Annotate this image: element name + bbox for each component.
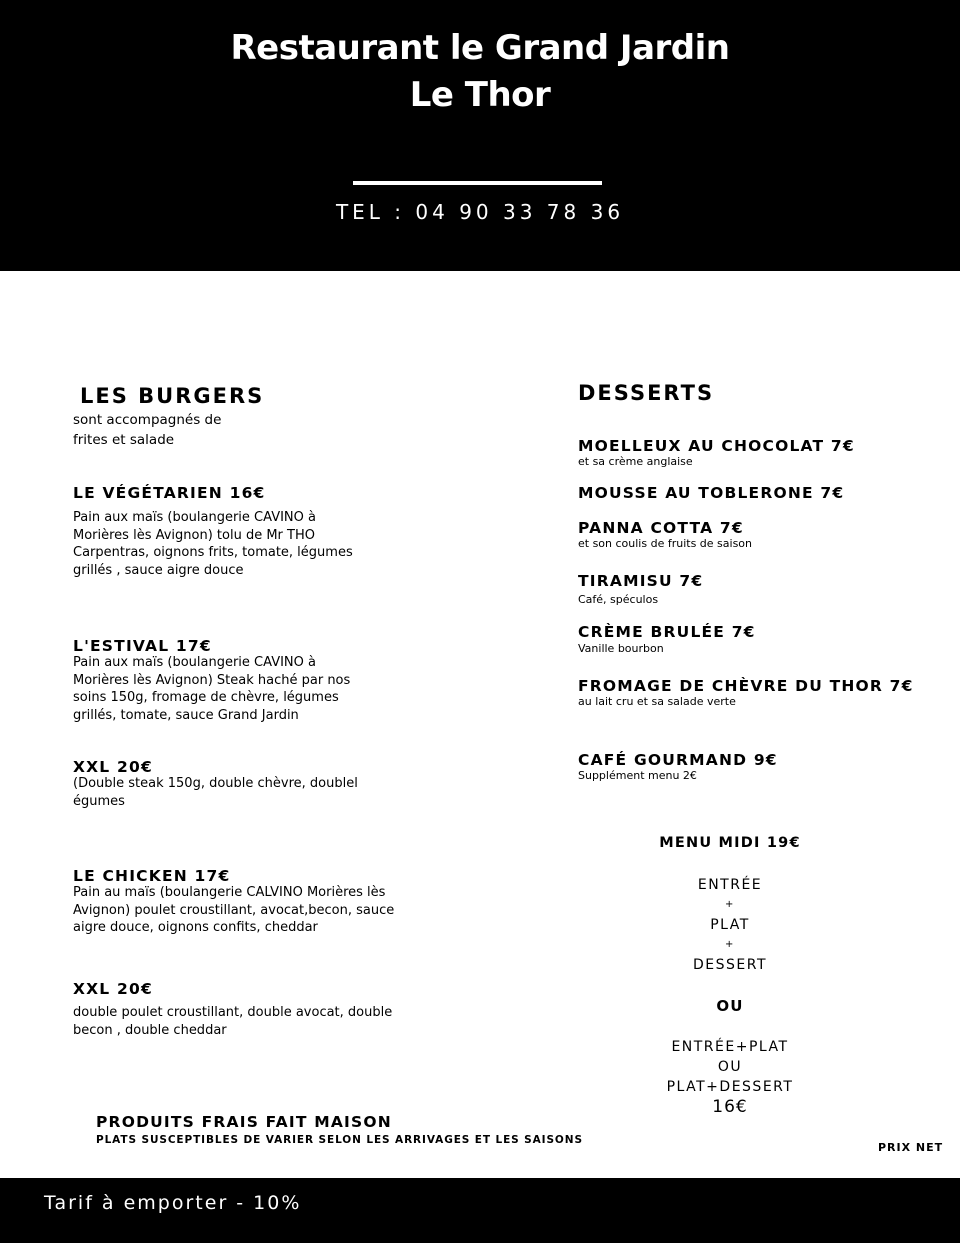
burgers-heading: LES BURGERS [80, 384, 265, 408]
burgers-subtitle [73, 410, 221, 450]
menu-midi-title: MENU MIDI 19€ [659, 835, 801, 851]
description-line: Pain aux maïs (boulangerie CAVINO à [73, 510, 316, 525]
restaurant-name: Restaurant le Grand Jardin [230, 28, 730, 68]
dessert-creme-brulee-note: Vanille bourbon [578, 642, 664, 655]
menu-midi-price: 16€ [712, 1097, 748, 1117]
fresh-products-note: PRODUITS FRAIS FAIT MAISON [96, 1113, 392, 1131]
menu-line: ENTRÉE+PLAT [671, 1039, 789, 1055]
burger-xxl-title: XXL 20€ [73, 758, 153, 776]
description-line: grillés, tomate, sauce Grand Jardin [73, 707, 299, 723]
description-line: (Double steak 150g, double chèvre, doublel [73, 776, 358, 791]
burger-chicken-description [73, 884, 394, 937]
burger-estival-title: L'ESTIVAL 17€ [73, 637, 212, 655]
dessert-tiramisu-note: Café, spéculos [578, 593, 659, 606]
burgers-subtitle-line: sont accompagnés de [73, 412, 222, 428]
dessert-mousse-title: MOUSSE AU TOBLERONE 7€ [578, 484, 845, 502]
chicken-xxl-description [73, 1004, 392, 1039]
description-line: becon , double cheddar [73, 1022, 227, 1038]
variation-note: PLATS SUSCEPTIBLES DE VARIER SELON LES ARRIVAGES ET LES SAISONS [96, 1134, 583, 1146]
description-line: égumes [73, 793, 125, 809]
description-line: soins 150g, fromage de chèvre, légumes [73, 690, 339, 705]
restaurant-location: Le Thor [409, 75, 551, 115]
burgers-subtitle-line: frites et salade [73, 432, 175, 448]
dessert-tiramisu-title: TIRAMISU 7€ [578, 572, 704, 590]
telephone-number: TEL : 04 90 33 78 36 [335, 200, 625, 224]
dessert-panna-cotta-title: PANNA COTTA 7€ [578, 519, 744, 537]
description-line: Morières lès Avignon) Steak haché par nos [73, 672, 351, 688]
net-price-note: PRIX NET [878, 1141, 944, 1154]
description-line: Carpentras, oignons frits, tomate, légumes [73, 545, 353, 560]
menu-line: + [725, 899, 735, 910]
menu-line: PLAT [710, 917, 750, 933]
dessert-panna-cotta-note: et son coulis de fruits de saison [578, 537, 753, 550]
description-line: Morières lès Avignon) tolu de Mr THO [73, 527, 315, 543]
menu-line: ENTRÉE [697, 877, 763, 893]
burger-estival-description [73, 654, 350, 724]
menu-midi-option-a [600, 875, 860, 975]
dessert-cafe-gourmand-note: Supplément menu 2€ [578, 769, 697, 782]
description-line: Avignon) poulet croustillant, avocat,becon, sauce [73, 902, 395, 918]
dessert-moelleux-note: et sa crème anglaise [578, 455, 693, 468]
desserts-heading: DESSERTS [578, 381, 715, 405]
dessert-fromage-note: au lait cru et sa salade verte [578, 695, 736, 708]
description-line: Pain aux maïs (boulangerie CAVINO à [73, 655, 316, 670]
takeaway-discount: Tarif à emporter - 10% [44, 1192, 302, 1214]
menu-line: DESSERT [692, 957, 767, 973]
menu-line: OU [717, 1059, 743, 1075]
burger-vegetarien-title: LE VÉGÉTARIEN 16€ [73, 484, 266, 502]
burger-vegetarien-description [73, 509, 353, 579]
description-line: grillés , sauce aigre douce [73, 562, 244, 578]
dessert-cafe-gourmand-title: CAFÉ GOURMAND 9€ [578, 751, 778, 769]
header-divider [353, 181, 602, 185]
menu-midi-or: OU [716, 997, 744, 1015]
description-line: aigre douce, oignons confits, cheddar [73, 920, 318, 935]
description-line: Pain au maïs (boulangerie CALVINO Morières lès [73, 885, 386, 900]
burger-chicken-title: LE CHICKEN 17€ [73, 867, 231, 885]
menu-line: + [725, 939, 735, 950]
menu-line: PLAT+DESSERT [666, 1079, 794, 1095]
dessert-creme-brulee-title: CRÈME BRULÉE 7€ [578, 623, 756, 641]
menu-midi-option-b [600, 1037, 860, 1097]
description-line: double poulet croustillant, double avocat, double [73, 1005, 393, 1020]
burger-xxl-description [73, 775, 358, 810]
dessert-moelleux-title: MOELLEUX AU CHOCOLAT 7€ [578, 437, 855, 455]
chicken-xxl-title: XXL 20€ [73, 980, 153, 998]
dessert-fromage-title: FROMAGE DE CHÈVRE DU THOR 7€ [578, 677, 914, 695]
